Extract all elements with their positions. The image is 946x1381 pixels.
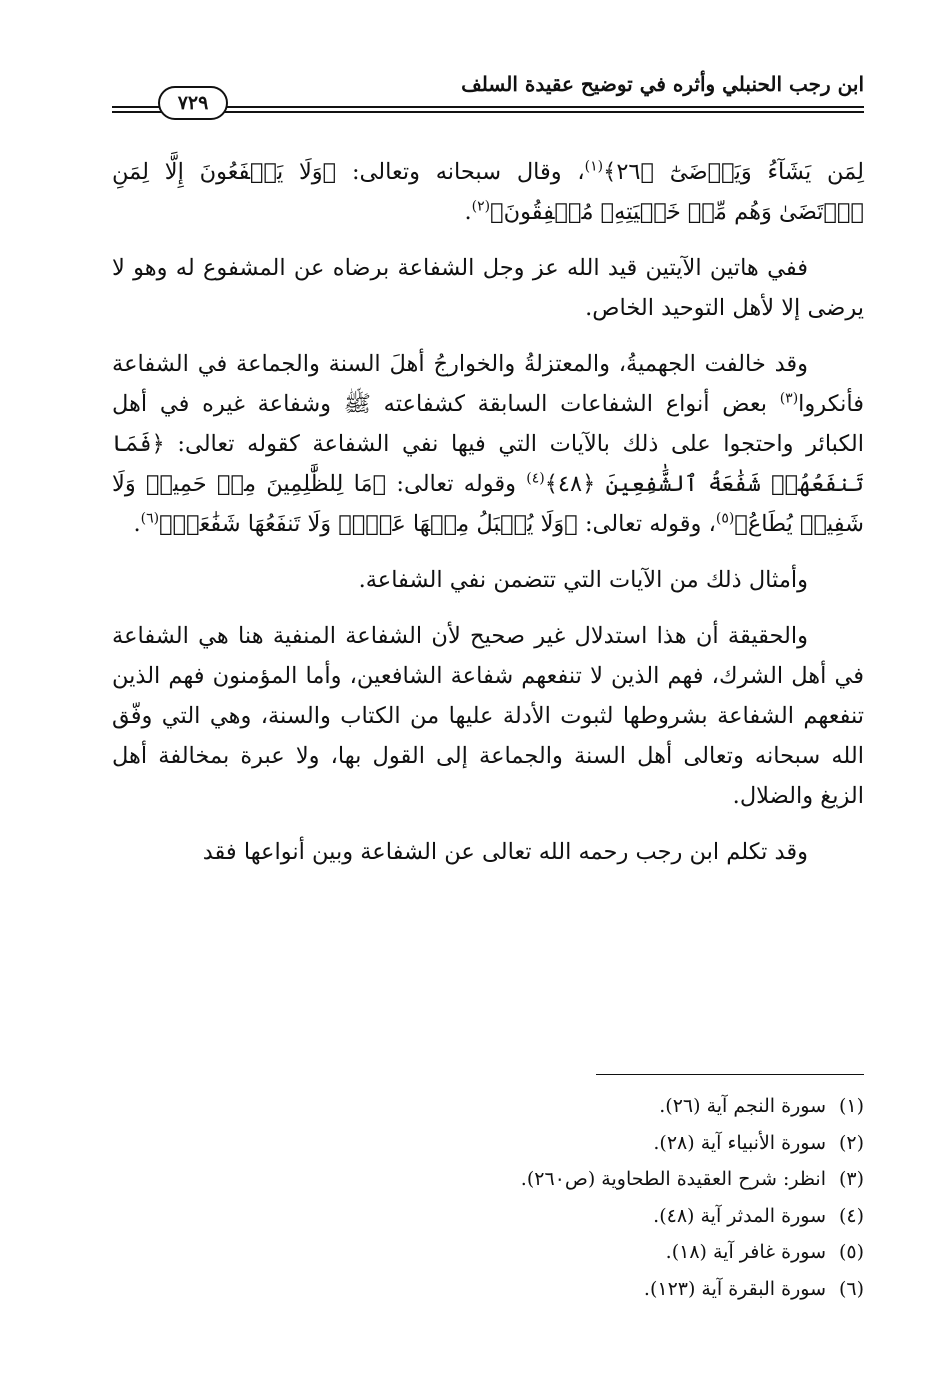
footnote-number: (٤) (838, 1204, 864, 1227)
footnote-ref: (٢) (471, 198, 491, 215)
paragraph-text: وقد تكلم ابن رجب رحمه الله تعالى عن الشفاعة وبين أنواعها فقد (202, 839, 808, 865)
footnote-text: سورة البقرة آية (١٢٣). (643, 1277, 826, 1300)
paragraph (112, 616, 864, 816)
footnote-ref: (٥) (715, 510, 735, 527)
paragraph (112, 560, 864, 600)
footnote-item (112, 1125, 864, 1162)
footnote-text: سورة غافر آية (١٨). (665, 1241, 826, 1263)
quran-verse: ﴿وَلَا يَشۡفَعُونَ إِلَّا لِمَنِ ٱرۡتَضَىٰ وَهُم مِّنۡ خَشۡيَتِهِۦ مُشۡفِقُونَ﴾ (112, 159, 864, 225)
paragraph (112, 832, 864, 872)
footnote-item (112, 1234, 864, 1271)
main-text (112, 152, 864, 888)
footnote-text: سورة المدثر آية (٤٨). (653, 1204, 826, 1227)
running-title: ابن رجب الحنبلي وأثره في توضيح عقيدة السلف (461, 72, 864, 96)
paragraph-text: بعض أنواع الشفاعات السابقة كشفاعته ﷺ وشفاعة غيره في أهل الكبائر واحتجوا على ذلك بالآيات التي فيها نفي الشفاعة كقوله تعالى: (112, 391, 864, 457)
page-header (112, 68, 864, 116)
paragraph-text: ففي هاتين الآيتين قيد الله عز وجل الشفاعة برضاه عن المشفوع له وهو لا يرضى إلا لأهل التوحيد الخاص. (112, 255, 864, 321)
footnote-number: (٢) (838, 1131, 864, 1154)
quran-verse: لِمَن يَشَآءُ وَيَرۡضَىٰٓ ﴿٢٦﴾ (603, 159, 864, 185)
paragraph (112, 248, 864, 328)
footnotes (112, 1088, 864, 1307)
footnote-number: (٥) (838, 1241, 864, 1263)
footnote-ref: (٦) (140, 510, 160, 527)
footnote-ref: (٣) (779, 390, 799, 407)
footnote-separator (596, 1074, 864, 1075)
footnote-item (112, 1198, 864, 1235)
footnote-item (112, 1271, 864, 1308)
footnote-item (112, 1088, 864, 1125)
footnote-text: انظر: شرح العقيدة الطحاوية (ص٢٦٠). (520, 1168, 826, 1190)
paragraph-text: وقوله تعالى: (386, 471, 527, 497)
footnote-text: سورة الأنبياء آية (٢٨). (653, 1131, 826, 1154)
footnote-text: سورة النجم آية (٢٦). (659, 1095, 826, 1117)
quran-verse: ﴿مَا لِلظَّٰلِمِينَ مِنۡ حَمِيمٖ وَلَا شَفِيعٖ يُطَاعُ﴾ (112, 471, 864, 537)
quran-verse: ﴿فَمَا تَنفَعُهُمۡ شَفَٰعَةُ ٱلشَّٰفِعِينَ ﴿٤٨﴾ (112, 431, 864, 497)
footnote-number: (٣) (838, 1168, 864, 1190)
footnote-number: (١) (838, 1095, 864, 1117)
paragraph-text: وقد خالفت الجهميةُ، والمعتزلةُ والخوارجُ أهلَ السنة والجماعة في الشفاعة فأنكروا (112, 351, 864, 417)
paragraph-text: ، وقوله تعالى: (577, 511, 716, 537)
quran-verse: ﴿وَلَا يُقۡبَلُ مِنۡهَا عَدۡلٞ وَلَا تَنفَعُهَا شَفَٰعَةٞ﴾ (159, 511, 578, 537)
footnote-number: (٦) (838, 1277, 864, 1300)
paragraph-text: وأمثال ذلك من الآيات التي تتضمن نفي الشفاعة. (358, 567, 808, 593)
footnote-ref: (١) (584, 158, 604, 175)
header-rule-right (214, 106, 864, 113)
paragraph-text: ، وقال سبحانه وتعالى: (336, 159, 585, 185)
paragraph-text: . (133, 511, 141, 537)
footnote-item (112, 1161, 864, 1198)
paragraph (112, 152, 864, 232)
page-number: ٧٢٩ (158, 86, 228, 120)
paragraph (112, 344, 864, 544)
header-rule-left (112, 106, 164, 113)
footnote-ref: (٤) (526, 470, 545, 487)
paragraph-text: والحقيقة أن هذا استدلال غير صحيح لأن الشفاعة المنفية هنا هي الشفاعة في أهل الشرك، فهم الذين لا تنفعهم شفاعة الشافعين، وأما المؤمنون فهم الذين تنفعهم الشفاعة بشروطها لثبوت الأدلة عليها من الكتاب والسنة، وهي التي وفّق الله سبحانه وتعالى أهل السنة والجماعة إلى القول بها، ولا عبرة بمخالفة أهل الزيغ والضلال. (112, 623, 864, 809)
paragraph-text: . (464, 199, 472, 225)
